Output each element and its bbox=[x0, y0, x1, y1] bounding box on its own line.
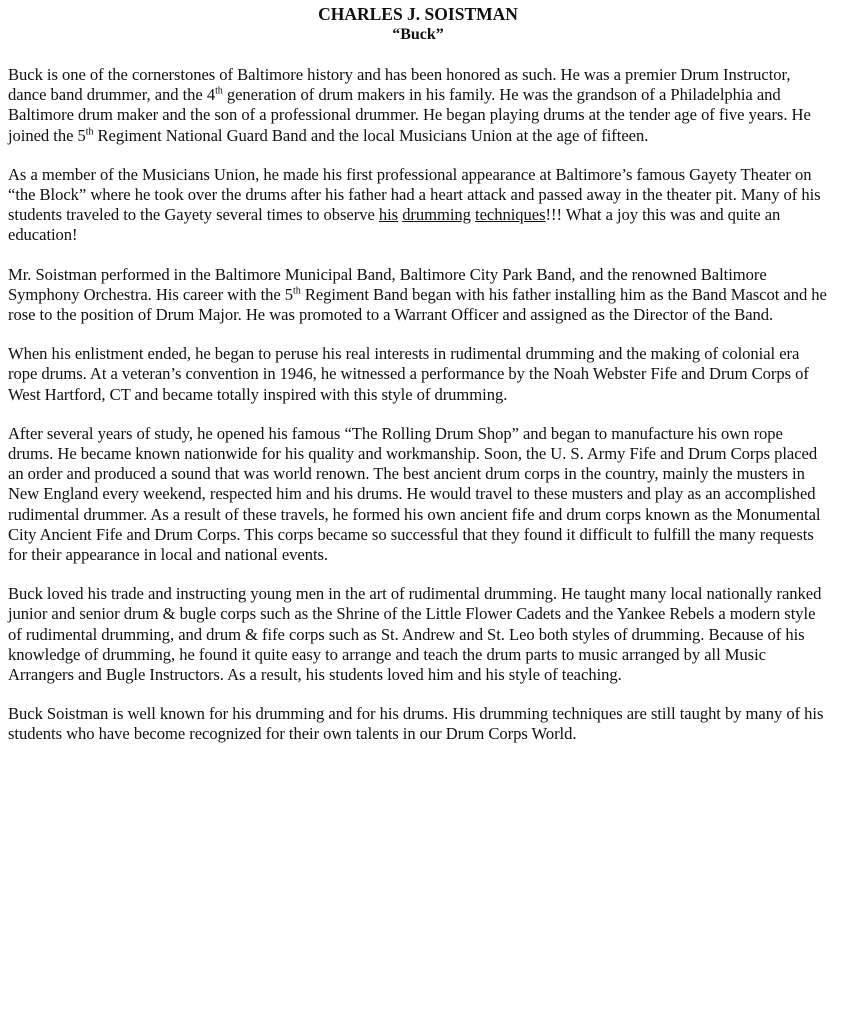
paragraph-2-text-a: As a member of the Musicians Union, he made his first professional appearance at Baltimore’s famous Gayety Theater on “the Block” where he took over the drums after his father had a heart attack and passed away in the theater pit. Many of his students traveled to the Gayety several times to observe bbox=[8, 164, 821, 225]
paragraph-3 bbox=[8, 265, 828, 326]
paragraph-3-text-a: Mr. Soistman performed in the Baltimore Municipal Band, Baltimore City Park Band, and the renowned Baltimore Symphony Orchestra. His career with the 5 bbox=[8, 264, 767, 304]
paragraph-1-sup-a: th bbox=[215, 85, 223, 97]
paragraph-5: After several years of study, he opened his famous “The Rolling Drum Shop” and began to manufacture his own rope drums. He became known nationwide for his quality and workmanship. Soon, the U. S. Army Fife and Drum Corps placed an order and produced a sound that was world renown. The best ancient drum corps in the country, mainly the musters in New England every weekend, respected him and his drums. He would travel to these musters and play as an accomplished rudimental drummer. As a result of these travels, he formed his own ancient fife and drum corps known as the Monumental City Ancient Fife and Drum Corps. This corps became so successful that they found it difficult to fulfill the many requests for their appearance in local and national events. bbox=[8, 423, 821, 565]
paragraph-3-sup-a: th bbox=[293, 285, 301, 297]
paragraph-2-underline-his: his bbox=[378, 205, 399, 225]
paragraph-2-text-b: !!! What a joy this was and quite an education! bbox=[8, 205, 781, 245]
paragraph-7: Buck Soistman is well known for his drumming and for his drums. His drumming techniques are still taught by many of his students who have become recognized for their own talents in our Drum Corps World. bbox=[8, 704, 824, 744]
paragraph-4: When his enlistment ended, he began to peruse his real interests in rudimental drumming and the making of colonial era rope drums. At a veteran’s convention in 1946, he witnessed a performance by the Noah Webster Fife and Drum Corps of West Hartford, CT and became totally inspired with this style of drumming. bbox=[8, 344, 809, 404]
paragraph-2-underline-techniques: techniques bbox=[475, 205, 546, 225]
paragraph-3-text-b: Regiment Band began with his father installing him as the Band Mascot and he rose to the position of Drum Major. He was promoted to a Warrant Officer and assigned as the Director of the Band. bbox=[8, 284, 827, 325]
paragraph-1-sup-b: th bbox=[85, 126, 94, 138]
paragraph-1-text-c: Regiment National Guard Band and the local Musicians Union at the age of fifteen. bbox=[93, 125, 649, 145]
paragraph-1 bbox=[8, 65, 828, 146]
document-title: CHARLES J. SOISTMAN bbox=[318, 4, 518, 24]
paragraph-1-text-b: generation of drum makers in his family. He was the grandson of a Philadelphia and Baltimore drum maker and the son of a professional drummer. He began playing drums at the tender age of five years. He joined the 5 bbox=[8, 85, 811, 145]
document-subtitle: “Buck” bbox=[392, 26, 444, 43]
paragraph-2 bbox=[8, 165, 828, 246]
paragraph-2-underline-drumming: drumming bbox=[402, 205, 471, 225]
paragraph-1-text-a: Buck is one of the cornerstones of Baltimore history and has been honored as such. He was a premier Drum Instructor, dance band drummer, and the 4 bbox=[8, 65, 791, 105]
paragraph-6: Buck loved his trade and instructing young men in the art of rudimental drumming. He taught many local nationally ranked junior and senior drum & bugle corps such as the Shrine of the Little Flower Cadets and the Yankee Rebels a modern style of rudimental drumming, and drum & fife corps such as St. Andrew and St. Leo both styles of drumming. Because of his knowledge of drumming, he found it quite easy to arrange and teach the drum parts to music arranged by all Music Arrangers and Bugle Instructors. As a result, his students loved him and his style of teaching. bbox=[8, 584, 822, 685]
